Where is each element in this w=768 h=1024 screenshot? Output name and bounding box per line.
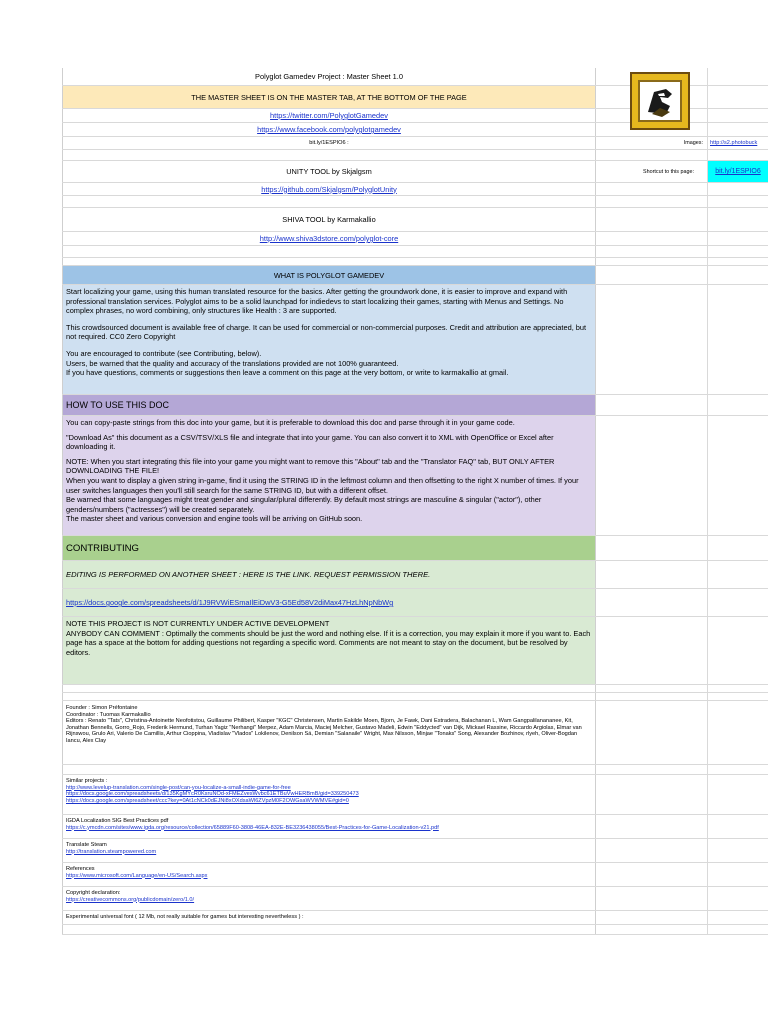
contributing-heading: CONTRIBUTING <box>62 536 596 560</box>
polyglot-logo <box>630 72 690 130</box>
what-is-p1: Start localizing your game, using this human translated resource for the basics. After getting the groundwork done, it is easier to improve and expand with professional translation services. Polyglot aims to be a solid launchpad for indiedevs to start localizing their games, starting with Menus and Settings. No complex phrases, no word combining, only structures like Health : 3 are supported. <box>66 287 568 316</box>
what-is-section <box>62 285 596 394</box>
what-is-heading: WHAT IS POLYGLOT GAMEDEV <box>62 266 596 284</box>
references-link[interactable]: https://www.microsoft.com/Language/en-US/Search.aspx <box>66 872 208 879</box>
contributing-notes <box>62 617 596 684</box>
unity-tool-link[interactable]: https://github.com/Skjalgsm/PolyglotUnity <box>261 184 397 194</box>
igda-link[interactable]: https://c.ymcdn.com/sites/www.igda.org/resource/collection/65889F60-3808-46EA-832E-BE3236438055/Best-Practices-for-Game-Localization-v21.pdf <box>66 824 439 831</box>
steam-link[interactable]: http://translation.steampowered.com <box>66 848 157 855</box>
similar-link-3[interactable]: https://docs.google.com/spreadsheet/ccc?key=0At1cNCk0dEJNi8xOXdsaWl6ZVpzM0F2OWGsaWVWMVE#gid=0 <box>66 797 349 804</box>
founder-credit: Founder : Simon Préfontaine <box>66 705 138 711</box>
copyright-link[interactable]: https://creativecommons.org/publicdomain/zero/1.0/ <box>66 896 195 903</box>
master-sheet-note: THE MASTER SHEET IS ON THE MASTER TAB, AT THE BOTTOM OF THE PAGE <box>62 86 596 108</box>
editing-note: EDITING IS PERFORMED ON ANOTHER SHEET : HERE IS THE LINK. REQUEST PERMISSION THERE. <box>62 561 596 588</box>
how-to-p2: "Download As" this document as a CSV/TSV/XLS file and integrate that into your game. You can also convert it to XML with OpenOffice or Excel after downloading it. <box>66 432 554 452</box>
images-label: Images: <box>683 140 703 146</box>
copyright-section <box>62 887 596 910</box>
similar-projects <box>62 775 596 814</box>
twitter-link[interactable]: https://twitter.com/PolyglotGamedev <box>270 111 388 120</box>
igda-section <box>62 815 596 838</box>
inactive-notice: NOTE THIS PROJECT IS NOT CURRENTLY UNDER ACTIVE DEVELOPMENT <box>66 619 330 628</box>
similar-link-1[interactable]: http://www.levelup-translation.com/single-post/can-you-localize-a-small-indie-game-for-free <box>66 784 291 791</box>
how-to-heading: HOW TO USE THIS DOC <box>62 395 596 415</box>
font-title: Experimental universal font ( 12 Mb, not really suitable for games but interesting nevertheless ) : <box>62 911 596 924</box>
editors-credit: Editors : Renato "Tats", Christina-Antoinette Neofotistou, Guillaume Philibert, Kasper "KGC" Christensen, Martin Eskilde Moen, Bjorn, Je Fawk, Dani Estradera, Balachanan L, Wam Gangpalilanananee, Kit, Jonathan Bennells, Gorro_Rojo, Frederik Hermund, Turhan Yagiz "Nerhangi" Merpez, Adam Marcia, Maciej Melcher, Gustavo Madeli, Edwin "Eddycted" van Dijk, Mickael Rassine, Riccardo Argiolas, Elmar van Rijnswou, Grulo Ari, Valerio De Camillis, Arthur Cioppina, Vladislav "Vlados" Lokilenov, Denilson Sá, Demian "Salanaile" Wright, Max Nilsson, Minjae "Tonaks" Song, Alexander Bozhinov, rlyeh, Oliver-Bogdan Iancu, Alex Clay <box>66 718 582 744</box>
what-is-p4: Users, be warned that the quality and accuracy of the translations provided are not 100% guaranteed. <box>66 358 399 368</box>
edit-sheet-link[interactable]: https://docs.google.com/spreadsheets/d/1J9RVWiESmaIlEiDwV3-G5Ed58V2diMax47HzLhNpNbWg <box>66 598 394 607</box>
shortcut-label: Shortcut to this page: <box>643 168 694 175</box>
shortcut-link[interactable]: bit.ly/1ESPIO6 <box>715 168 761 175</box>
how-to-p5: Be warned that some languages might treat gender and singular/plural differently. By default most strings are masculine & singular ("actor"), other genders/numbers ("actresses") will be created separately. <box>66 495 542 514</box>
credits-section <box>62 701 596 764</box>
spreadsheet <box>62 68 768 935</box>
how-to-section <box>62 416 596 535</box>
how-to-p6: The master sheet and various conversion and engine tools will be arriving on GitHub soon. <box>66 514 363 524</box>
igda-title: IGDA Localization SIG Best Practices pdf <box>66 818 169 824</box>
similar-link-2[interactable]: https://docs.google.com/spreadsheets/d/135KgMYcR0KsruNOd-xFMEZvesWvbc61ETBuVwHERBmB/gid=339250473 <box>66 791 359 798</box>
references-section <box>62 863 596 886</box>
how-to-p4: When you want to display a given string in-game, find it using the STRING ID in the leftmost column and then offsetting to the right X number of times. If your user switches languages then you'll still search for the same STRING ID, but with a different offset. <box>66 475 579 495</box>
unity-tool-title: UNITY TOOL by Skjalgsm <box>62 161 596 182</box>
how-to-p3: NOTE: When you start integrating this file into your game you might want to remove this "About" tab and the "Translator FAQ" tab, BUT ONLY AFTER DOWNLOADING THE FILE! <box>66 456 555 476</box>
similar-projects-title: Similar projects : <box>66 778 108 784</box>
facebook-link[interactable]: https://www.facebook.com/polyglotgamedev <box>257 125 401 134</box>
parrot-logo-icon <box>640 82 680 120</box>
comment-note: ANYBODY CAN COMMENT : Optimally the comments should be just the word and nothing else. If it is a correction, you may explain it more if you want to. Each page has a space at the bottom for adding questions not regarding a specific word. Comments are not meant to stay on the document, but be resolved by editors. <box>66 628 591 657</box>
shiva-tool-title: SHIVA TOOL by Karmakallio <box>62 208 596 231</box>
copyright-title: Copyright declaration: <box>66 890 121 896</box>
what-is-p2: This crowdsourced document is available free of charge. It can be used for commercial or non-commercial purposes. Credit and attribution are appreciated, but not required. CC0 Zero Copyright <box>66 322 587 342</box>
images-link[interactable]: http://s2.photobuck <box>710 140 758 146</box>
how-to-p1: You can copy-paste strings from this doc into your game, but it is preferable to download this doc and parse through it in your game code. <box>66 418 515 427</box>
coordinator-credit: Coordinator : Tuomas Karmakallio <box>66 711 151 718</box>
bitly-label: bit.ly/1ESPIO6 : <box>62 137 596 149</box>
shiva-tool-link[interactable]: http://www.shiva3dstore.com/polyglot-core <box>259 234 399 243</box>
steam-title: Translate Steam <box>66 842 107 848</box>
references-title: References <box>66 866 95 872</box>
sheet-title: Polyglot Gamedev Project : Master Sheet 1.0 <box>62 68 596 85</box>
what-is-p3: You are encouraged to contribute (see Contributing, below). <box>66 348 262 358</box>
steam-section <box>62 839 596 862</box>
what-is-p5: If you have questions, comments or suggestions then leave a comment on this page at the very bottom, or write to karmakallio at gmail. <box>66 368 509 378</box>
